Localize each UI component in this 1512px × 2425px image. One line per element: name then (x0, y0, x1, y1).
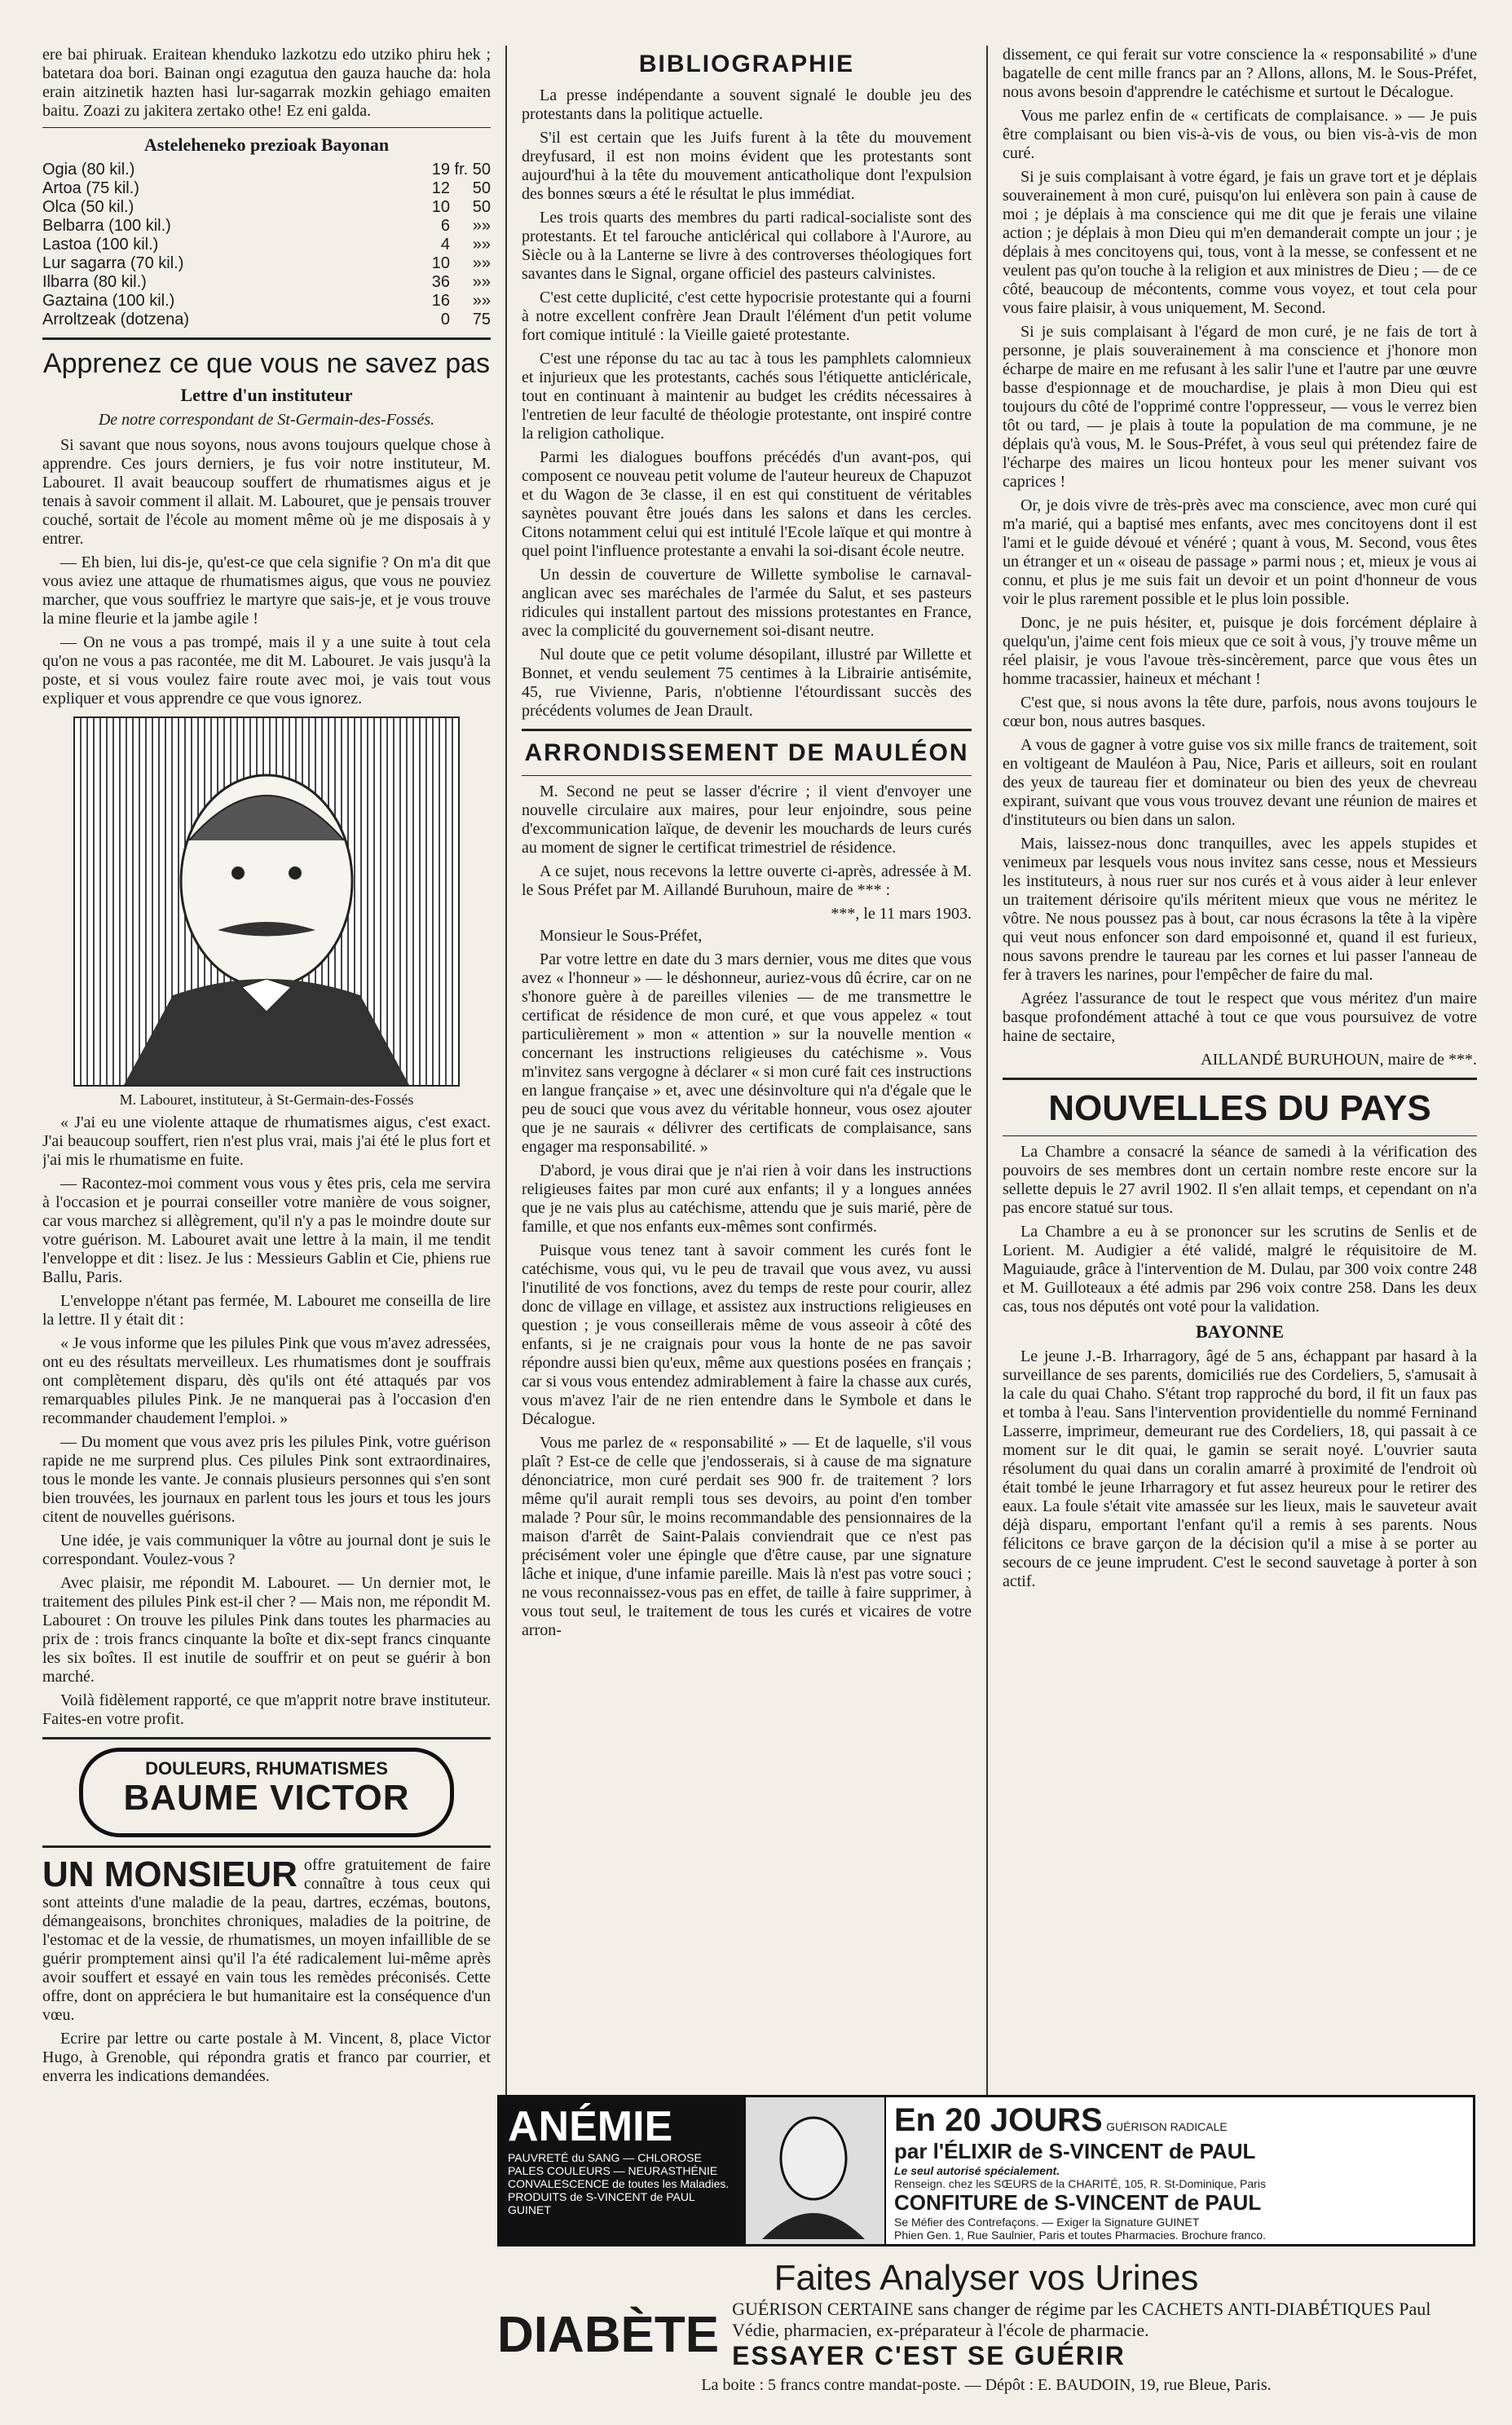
divider (522, 729, 972, 731)
paragraph: Les trois quarts des membres du parti radical-socialiste sont des protestants. Et tel farouche anticlérical qui collabore à l'Aurore, au Siècle ou à la Lanterne se livre à des controverses théologiques fort savantes dans le Signal, organe officiel des pasteurs calvinistes. (522, 209, 972, 283)
anemie-address: Phien Gen. 1, Rue Saulnier, Paris et toutes Pharmacies. Brochure franco. (894, 2229, 1267, 2242)
anemie-ad (497, 2095, 1475, 2246)
divider (42, 127, 491, 128)
divider (522, 775, 972, 776)
price-item: Olca (50 kil.) (42, 198, 134, 216)
price-value: 36 (431, 273, 450, 291)
paragraph: La presse indépendante a souvent signalé le double jeu des protestants dans la politique actuelle. (522, 86, 972, 123)
price-value: 4 (440, 236, 450, 254)
price-item: Ilbarra (80 kil.) (42, 273, 147, 291)
paragraph: A ce sujet, nous recevons la lettre ouverte ci-après, adressée à M. le Sous Préfet par M. Aillandé Buruhoun, maire de *** : (522, 862, 972, 899)
paragraph: dissement, ce qui ferait sur votre conscience la « responsabilité » d'une bagatelle de cent mille francs par an ? Allons, allons, M. le Sous-Préfet, nous avons besoin d'apprendre le catéchisme et surtout le Décalogue. (1003, 46, 1477, 101)
bottom-advertisements (497, 2095, 1475, 2395)
letter-date: ***, le 11 mars 1903. (831, 905, 972, 923)
saint-portrait-illustration (746, 2097, 881, 2239)
paragraph: Or, je dois vivre de très-près avec ma conscience, avec mon curé qui m'a marié, qui a baptisé mes enfants, avec mes concitoyens dont il est l'ami et le guide dévoué et vénéré ; quant à vous, M. Second, vous êtes un étranger et un « oiseau de passage » parmi nous ; et, mieux je vous ai connu, et plus je me suis fait un devoir et un point d'honneur de vous voir le plus rarement possible et le plus loin possible. (1003, 496, 1477, 608)
urines-row (497, 2299, 1475, 2371)
price-item: Ogia (80 kil.) (42, 161, 135, 179)
paragraph: Un dessin de couverture de Willette symbolise le carnaval-anglican avec ses maréchales de l'armée du Salut, et ses pasteurs ridicules qui installent partout des missions protestantes en France, avec la complicité du gouvernement soi-disant neutre. (522, 566, 972, 640)
paragraph: Nul doute que ce petit volume désopilant, illustré par Willette et Bonnet, et vendu seulement 75 centimes à la Librairie antisémite, 45, rue Vivienne, Paris, n'obtienne l'étourdissant succès des précédents volumes de Jean Drault. (522, 646, 972, 720)
paragraph: Vous me parlez de « responsabilité » — Et de laquelle, s'il vous plaît ? Est-ce de celle que j'endosserais, si à cause de ma signature dénonciatrice, mon curé perdait ses 900 fr. de traitement ? lors même qu'il aurait rempli tous ses devoirs, au point d'en tomber malade ? Pour sûr, le moins recommandable des pensionnaires de la maison d'arrêt de Saint-Palais conviendrait que ce n'est pas précisément voler une épingle que d'être cause, par une signature lâche et inique, d'une infamie pareille. Mais là n'est pas votre souci ; ne vous reconnaissez-vous pas en effet, de taille à faire supprimer, à vous tout seul, le traitement de tous les curés et vicaires de votre arron- (522, 1434, 972, 1639)
apprenez-title: Apprenez ce que vous ne savez pas (42, 348, 491, 379)
paragraph: Avec plaisir, me répondit M. Labouret. — Un dernier mot, le traitement des pilules Pink est-il cher ? — Mais non, me répondit M. Labouret : On trouve les pilules Pink dans toutes les pharmacies au prix de : trois francs cinquante la boîte et dix-sept francs cinquante les six boîtes. Il est inutile de souffrir et on peut se guérir à bon marché. (42, 1574, 491, 1686)
divider (1003, 1135, 1477, 1136)
price-row (42, 161, 491, 179)
price-unit: »» (472, 292, 491, 310)
columns (42, 46, 1479, 2124)
paragraph: Le jeune J.-B. Irharragory, âgé de 5 ans, échappant par hasard à la surveillance de ses parents, domiciliés rue des Cordeliers, 5, s'amusait à la cale du quai Chaho. S'étant trop rapproché du bord, il fit un faux pas et tomba à l'eau. Sans l'intervention providentielle du nommé Ferninand Lasserre, imprimeur, demeurant rue des Cordeliers, 18, qui passait à ce moment sur le dit quai, le gamin se serait noyé. L'ouvrier sauta résolument du quai dans un coralin amarré à proximité de l'endroit où était tombé le jeune Irharragory et fut assez heureux pour le retirer des eaux. La foule s'était vite amassée sur les lieux, mais le sauveteur avait déjà disparu, emportant l'enfant qu'il a remis à ses parents. Nous félicitons ce brave garçon de la décision qu'il a mise à se porter au secours de ce jeune imprudent. C'est le second sauvetage à porter à son actif. (1003, 1347, 1477, 1590)
price-unit: 50 (472, 179, 491, 197)
paragraph: Une idée, je vais communiquer la vôtre au journal dont je suis le correspondant. Voulez-vous ? (42, 1532, 491, 1568)
price-unit: fr. 50 (454, 161, 491, 179)
paragraph: — Racontez-moi comment vous vous y êtes pris, cela me servira à l'occasion et je pourrai conseiller votre manière de vous soigner, car vous marchez si allègrement, qu'il n'y a pas le moindre doute sur votre guérison. M. Labouret avait une lettre à la main, il me tendit l'enveloppe et dit : lisez. Je lus : Messieurs Gablin et Cie, phiens rue Ballu, Paris. (42, 1175, 491, 1286)
anemie-line: PAUVRETÉ du SANG — CHLOROSE (508, 2151, 702, 2164)
paragraph: Si savant que nous soyons, nous avons toujours quelque chose à apprendre. Ces jours derniers, je fus voir notre instituteur, M. Labouret. Il avait beaucoup souffert de rhumatismes aigus et je tenais à savoir comment il allait. M. Labouret, que je pensais trouver couché, sortait de l'école au moment même où je me disposais à y entrer. (42, 436, 491, 548)
arrondissement-title: ARRONDISSEMENT DE MAULÉON (524, 739, 969, 766)
monsieur-ad (42, 1856, 491, 2086)
anemie-elixir: par l'ÉLIXIR de S-VINCENT de PAUL (894, 2139, 1256, 2163)
anemie-warning: Se Méfier des Contrefaçons. — Exiger la Signature GUINET (894, 2216, 1200, 2229)
price-row (42, 273, 491, 292)
paragraph: — Du moment que vous avez pris les pilules Pink, votre guérison rapide ne me surprend plus. Ces pilules Pink sont extraordinaires, tous le monde les vante. Je connais plusieurs personnes qui s'en sont bien trouvées, les journaux en parlent tous les jours et tous les jours citent de nouvelles guérisons. (42, 1433, 491, 1526)
price-unit: »» (472, 273, 491, 291)
divider (1003, 1078, 1477, 1080)
anemie-ad-left (500, 2097, 744, 2244)
basque-intro: ere bai phiruak. Eraitean khenduko lazkotzu edo utziko phiru hek ; batetara doa bori. Bainan ongi ezagutua den gauza hauche da: hola erain aitzinetik hazten hasi lur-sagarrak mozkin gehiago emaiten baitu. Zoazi zu jakitera zertako othe! Ez eni galda. (42, 46, 491, 120)
urines-essayer: ESSAYER C'EST SE GUÉRIR (732, 2341, 1126, 2370)
anemie-line: PRODUITS de S-VINCENT de PAUL GUINET (508, 2190, 695, 2216)
nouvelles-title: NOUVELLES DU PAYS (1048, 1088, 1431, 1128)
anemie-line: PALES COULEURS — NEURASTHÉNIE (508, 2164, 718, 2177)
monsieur-text-2: Ecrire par lettre ou carte postale à M. Vincent, 8, place Victor Hugo, à Grenoble, qui répondra gratis et franco par courrier, et enverra les indications demandées. (42, 2030, 491, 2085)
paragraph: Mais, laissez-nous donc tranquilles, avec les appels stupides et venimeux par lesquels vous nous invitez sans cesse, nous et Messieurs les instituteurs, à nous ruer sur nos curés et à vous aider à leur enlever un traitement dérisoire qu'ils méritent mieux que vous ne méritez le vôtre. Ne nous poussez pas à bout, car nous écrasons la tête à la vipère qui veut nous enfoncer son dard empoisonné et, quand il est furieux, nous savons prendre le taureau par les cornes et lui passer l'anneau de fer à travers les narines, pour l'empêcher de faire du mal. (1003, 835, 1477, 984)
divider (42, 337, 491, 340)
urines-title: Faites Analyser vos Urines (774, 2258, 1199, 2298)
portrait-illustration (75, 718, 458, 1085)
baume-ad-brand: BAUME VICTOR (123, 1778, 410, 1818)
paragraph: C'est une réponse du tac au tac à tous les pamphlets calomnieux et injurieux que les protestants, cachés sous l'étiquette anticléricale, tout en continuant à maintenir au budget les crédits nécessaires à l'entretien de leur faculté de théologie protestante, ont inspiré contre la religion catholique. (522, 350, 972, 443)
price-row (42, 254, 491, 273)
paragraph: — On ne vous a pas trompé, mais il y a une suite à tout cela qu'on ne vous a pas racontée, me dit M. Labouret. Je vais jusqu'à la poste, et si vous voulez faire route avec moi, je vais tout vous expliquer et vous apprendre ce que vous ignorez. (42, 633, 491, 708)
paragraph: La Chambre a consacré la séance de samedi à la vérification des pouvoirs de ses membres dont un certain nombre reste encore sur la sellette depuis le 27 avril 1902. Il s'en allait temps, et cependant on n'a pas encore statué sur tous. (1003, 1143, 1477, 1217)
paragraph: C'est cette duplicité, c'est cette hypocrisie protestante qui a fourni à notre excellent confrère Jean Drault l'élément d'un petit volume fort comique intitulé : la Vieille gaieté protestante. (522, 289, 972, 344)
price-row (42, 179, 491, 198)
column-2 (507, 46, 988, 2124)
paragraph: Agréez l'assurance de tout le respect que vous méritez d'un maire basque profondément attaché à tout ce que vous poursuivez de votre haine de sectaire, (1003, 990, 1477, 1045)
price-value: 10 (431, 198, 450, 216)
monsieur-text: offre gratuitement de faire connaître à tous ceux qui sont atteints d'une maladie de la peau, dartres, eczémas, boutons, démangeaisons, bronchites chroniques, maladies de la poitrine, de l'estomac et de la vessie, de rhumatismes, un moyen infaillible de se guérir promptement ainsi qu'il l'a été radicalement lui-même après avoir souffert et essayé en vain tous les remèdes préconisés. Cette offre, dont on appréciera le but humanitaire est la conséquence d'un vœu. (42, 1856, 491, 2024)
anemie-heading: ANÉMIE (508, 2103, 673, 2150)
anemie-ad-right (886, 2097, 1473, 2244)
paragraph: Voilà fidèlement rapporté, ce que m'apprit notre brave instituteur. Faites-en votre profit. (42, 1691, 491, 1728)
price-value: 16 (431, 292, 450, 310)
bayonne-title: BAYONNE (1196, 1321, 1284, 1342)
bibliographie-title: BIBLIOGRAPHIE (638, 51, 855, 77)
price-value: 0 (440, 311, 450, 328)
paragraph: Si je suis complaisant à l'égard de mon curé, je ne fais de tort à personne, je plais souverainement à ma conscience et j'honore mon écharpe de maire en me refusant à les salir l'une et l'autre par une œuvre basse d'espionnage et de mouchardise, je plais à mon Dieu qui est toujours du côté de l'opprimé contre l'oppresseur, — vous le verrez bien tôt ou tard, — je plais à toute la population de ma commune, je ne déplais qu'à vous, M. le Sous-Préfet, à vous seul qui prétendez faire de l'écharpe des maires un licou honteux pour les mener suivant vos caprices ! (1003, 323, 1477, 491)
anemie-line: CONVALESCENCE de toutes les Maladies. (508, 2177, 730, 2190)
price-row (42, 236, 491, 254)
paragraph: Parmi les dialogues bouffons précédés d'un avant-pos, qui composent ce nouveau petit volume de l'auteur heureux de Chapuzot et du Wagon de 3e classe, il en est qui constituent de véritables saynètes pouvant être joués dans les salons et dans les cercles. Citons notamment celui qui est intitulé l'Ecole laïque et qui montre à quel point l'influence protestante a envahi la soi-disant école neutre. (522, 448, 972, 560)
letter-salutation: Monsieur le Sous-Préfet, (540, 927, 703, 945)
price-row (42, 311, 491, 329)
anemie-20-jours: En 20 JOURS (894, 2102, 1103, 2138)
price-item: Lastoa (100 kil.) (42, 236, 159, 254)
diabete-heading: DIABÈTE (497, 2307, 720, 2363)
price-value: 6 (440, 217, 450, 235)
paragraph: A vous de gagner à votre guise vos six mille francs de traitement, soit en voltigeant de Mauléon à Pau, Nice, Paris et ailleurs, soit en roulant des yeux de taureau fier et dominateur ou bien des yeux de chevreau expirant, suivant que vous vous trouvez devant une réunion de maires et d'instituteurs ou bien dans un salon. (1003, 736, 1477, 829)
letter-signature: AILLANDÉ BURUHOUN, maire de ***. (1201, 1051, 1477, 1069)
paragraph: Puisque vous tenez tant à savoir comment les curés font le catéchisme, vous qui, vu le peu de travail que vous avez, vu aussi l'inutilité de vos fonctions, avez du temps de reste pour courir, allez donc de village en village, et assistez aux instructions religieuses en question ; je vous conseillerais même de vous asseoir à côté des enfants, si je ne craignais pour vous la honte de ne pas savoir répondre aussi bien qu'eux, même aux questions posées en français ; car si vous vous entendez admirablement à faire la chasse aux curés, vous m'avez l'air de ne rien entendre dans le Symbole et dans le Décalogue. (522, 1241, 972, 1428)
baume-victor-ad (79, 1748, 454, 1837)
urines-ad (497, 2258, 1475, 2395)
urines-text-block (732, 2299, 1475, 2371)
apprenez-subtitle: Lettre d'un instituteur (180, 385, 353, 405)
anemie-confiture: CONFITURE de S-VINCENT de PAUL (894, 2190, 1262, 2215)
paragraph: Vous me parlez enfin de « certificats de complaisance. » — Je puis être complaisant ou bien vis-à-vis de vous, ou bien vis-à-vis de mon curé. (1003, 107, 1477, 162)
paragraph: Donc, je ne puis hésiter, et, puisque je dois forcément déplaire à quelqu'un, j'aime cent fois mieux que ce soit à vous, j'y trouve même un réel plaisir, je vous l'avoue très-sincèrement, parce que vous êtes un homme tracassier, haineux et méchant ! (1003, 614, 1477, 688)
divider (42, 1737, 491, 1739)
baume-ad-line1: DOULEURS, RHUMATISMES (145, 1758, 388, 1779)
paragraph: M. Second ne peut se lasser d'écrire ; il vient d'envoyer une nouvelle circulaire aux maires, pour leur enjoindre, sous peine d'excommunication laïque, de devenir les mouchards de leurs curés au moment de signer le certificat trimestriel de résidence. (522, 783, 972, 857)
paragraph: D'abord, je vous dirai que je n'ai rien à voir dans les instructions religieuses faites par mon curé aux enfants; il y a longues années que je ne vais plus au catéchisme, attendu que je suis marié, père de famille, et que nos enfants eux-mêmes sont confirmés. (522, 1162, 972, 1236)
divider (42, 1845, 491, 1848)
anemie-info: Renseign. chez les SŒURS de la CHARITÉ, 105, R. St-Dominique, Paris (894, 2177, 1266, 2190)
paragraph: — Eh bien, lui dis-je, qu'est-ce que cela signifie ? On m'a dit que vous aviez une attaque de rhumatismes aigus, que vous ne pouviez marcher, que vous souffriez le martyre que sais-je, et je vous trouve la mine fleurie et la jambe agile ! (42, 553, 491, 628)
urines-guerison: GUÉRISON CERTAINE sans changer de régime par les CACHETS ANTI-DIABÉTIQUES Paul Védie, pharmacien, ex-préparateur à l'école de pharmacie. (732, 2299, 1431, 2340)
price-row (42, 217, 491, 236)
price-unit: »» (472, 236, 491, 254)
saint-vincent-portrait (744, 2097, 886, 2244)
paragraph: La Chambre a eu à se prononcer sur les scrutins de Senlis et de Lorient. M. Audigier a été validé, malgré le réquisitoire de M. Maguiaude, grâce à l'intervention de M. Dulau, par 300 voix contre 248 et M. Guilloteaux a été admis par 296 voix contre 258. Dans les deux cas, tous nos députés ont voté pour la validation. (1003, 1223, 1477, 1316)
anemie-authorized: Le seul autorisé spécialement. (894, 2164, 1060, 2177)
paragraph: « J'ai eu une violente attaque de rhumatismes aigus, c'est exact. J'ai beaucoup souffert, rien n'est plus vrai, mais j'ai été le plus fort et j'ai mis le rhumatisme en fuite. (42, 1113, 491, 1169)
price-value: 10 (431, 254, 450, 272)
price-row (42, 198, 491, 217)
portrait-engraving (73, 716, 460, 1087)
anemie-guerison: GUÉRISON RADICALE (1106, 2120, 1228, 2133)
price-row (42, 292, 491, 311)
price-value: 12 (431, 179, 450, 197)
price-item: Lur sagarra (70 kil.) (42, 254, 184, 272)
price-item: Arroltzeak (dotzena) (42, 311, 190, 328)
price-value: 19 (431, 161, 450, 179)
apprenez-correspondent: De notre correspondant de St-Germain-des-Fossés. (98, 411, 435, 429)
prices-table (42, 161, 491, 329)
price-unit: »» (472, 217, 491, 235)
monsieur-heading: UN MONSIEUR (42, 1854, 298, 1894)
paragraph: C'est que, si nous avons la tête dure, parfois, nous avons toujours le cœur bon, nous autres basques. (1003, 694, 1477, 730)
price-unit: 75 (472, 311, 491, 328)
price-item: Artoa (75 kil.) (42, 179, 139, 197)
prices-title: Asteleheneko prezioak Bayonan (143, 134, 390, 155)
price-unit: »» (472, 254, 491, 272)
paragraph: Si je suis complaisant à votre égard, je fais un grave tort et je déplais souverainement à mon curé, puisqu'on lui enlèvera son pain à cause de moi ; je déplais à ma conscience qui me dit que je ferais une vilaine action ; je déplais à mon Dieu qui m'en demanderait compte un jour ; je déplais à mes concitoyens qui, tous, vont à la messe, se confessent et ne veulent pas qu'on touche à la religion et aux ministres de Dieu ; — de ce côté, beaucoup de mécontents, comme vous voyez, et tout cela pour vous faire plaisir, à vous uniquement, M. Second. (1003, 168, 1477, 317)
price-item: Gaztaina (100 kil.) (42, 292, 175, 310)
paragraph: L'enveloppe n'étant pas fermée, M. Labouret me conseilla de lire la lettre. Il y était dit : (42, 1292, 491, 1329)
portrait-caption: M. Labouret, instituteur, à St-Germain-des-Fossés (119, 1091, 414, 1108)
price-item: Belbarra (100 kil.) (42, 217, 171, 235)
column-1 (42, 46, 507, 2124)
paragraph: S'il est certain que les Juifs furent à la tête du mouvement dreyfusard, il est non moins évident que les protestants sont aujourd'hui à la tête du mouvement anticatholique dont l'expulsion des bonnes sœurs a été le résultat le plus immédiat. (522, 129, 972, 203)
column-3 (988, 46, 1477, 2124)
price-unit: 50 (472, 198, 491, 216)
paragraph: Par votre lettre en date du 3 mars dernier, vous me dites que vous avez « l'honneur » — le déshonneur, auriez-vous dû écrire, car on ne s'honore guère à de pareilles vilenies — de me transmettre le certificat de résidence de mon curé, et que vous appelez « tout particulièrement » mon « attention » sur la nouvelle mention « concernant les instructions religieuses du catéchisme ». Vous m'invitez sans vergogne à déclarer « si mon curé fait ces instructions en langue française » et, avec une désinvolture qui n'a d'égale que le peu de souci que vous avez du véritable honneur, vous osez ajouter que je ne saurais « délivrer des certificats de complaisance, sans engager ma responsabilité. » (522, 950, 972, 1156)
urines-price: La boite : 5 francs contre mandat-poste. — Dépôt : E. BAUDOIN, 19, rue Bleue, Paris. (701, 2376, 1272, 2394)
paragraph: « Je vous informe que les pilules Pink que vous m'avez adressées, ont eu des résultats merveilleux. Les rhumatismes dont je souffrais ont complètement disparu, dès qu'ils ont été attaqués par vos remarquables pilules Pink. Je ne manquerai pas à l'occasion d'en recommander chaudement l'emploi. » (42, 1334, 491, 1427)
